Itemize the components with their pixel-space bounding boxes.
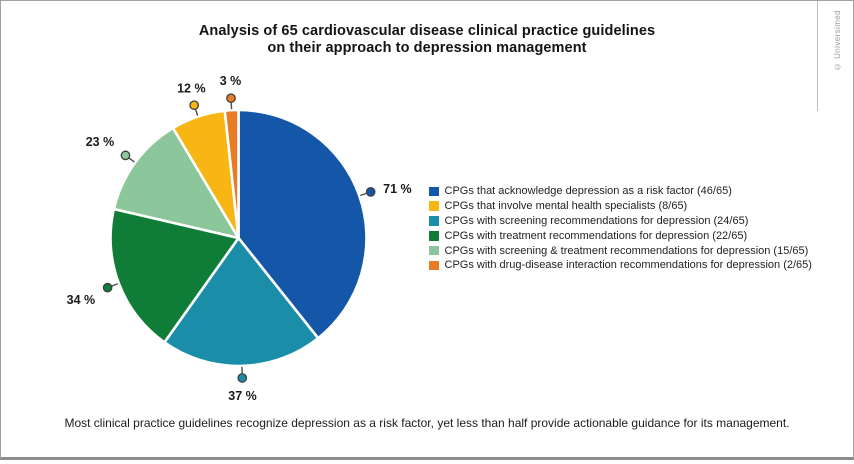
pie-percent-label: 71 % (383, 181, 412, 196)
legend-item (429, 214, 812, 229)
pie-chart (26, 56, 426, 416)
legend-label: CPGs with screening & treatment recommendations for depression (15/65) (444, 244, 809, 257)
legend-swatch (429, 187, 439, 197)
pie-leader-dot (121, 151, 129, 159)
pie-leader-dot (238, 374, 246, 382)
legend-label: CPGs that acknowledge depression as a risk factor (46/65) (444, 185, 732, 198)
pie-percent-label: 23 % (85, 135, 115, 150)
pie-leader-dot (227, 94, 235, 102)
pie-leader-dot (190, 101, 198, 109)
legend-swatch (429, 261, 439, 271)
legend-swatch (429, 201, 439, 211)
legend-swatch (429, 246, 439, 256)
legend-label: CPGs that involve mental health specialists (8/65) (444, 200, 688, 213)
pie-leader-dot (366, 188, 374, 196)
legend-item (429, 243, 812, 258)
pie-leader-dot (103, 283, 111, 291)
legend (429, 184, 812, 273)
legend-label: CPGs with screening recommendations for depression (24/65) (444, 214, 749, 227)
legend-item (429, 199, 812, 214)
copyright-divider (817, 1, 818, 111)
legend-item (429, 228, 812, 243)
pie-percent-label: 12 % (177, 81, 206, 96)
legend-swatch (429, 216, 439, 226)
chart-title-line2: on their approach to depression management (267, 40, 587, 56)
legend-label: CPGs with treatment recommendations for depression (22/65) (444, 229, 748, 242)
pie-percent-label: 3 % (219, 74, 242, 89)
pie-percent-label: 34 % (66, 292, 96, 307)
legend-label: CPGs with drug-disease interaction recommendations for depression (2/65) (444, 259, 812, 272)
chart-title (1, 23, 853, 57)
pie-percent-label: 37 % (228, 388, 257, 403)
chart-title-line1: Analysis of 65 cardiovascular disease clinical practice guidelines (198, 23, 656, 39)
legend-item (429, 258, 812, 273)
legend-swatch (429, 231, 439, 241)
copyright: © Universimed (833, 10, 842, 71)
legend-item (429, 184, 812, 199)
caption: Most clinical practice guidelines recognize depression as a risk factor, yet less than half provide actionable guidance for its management. (64, 416, 790, 430)
